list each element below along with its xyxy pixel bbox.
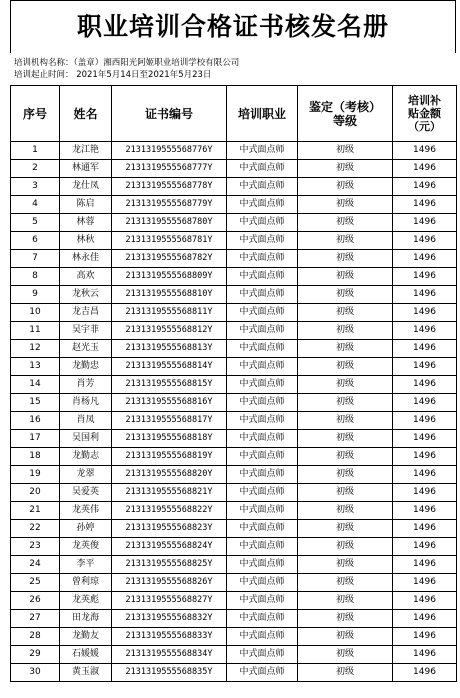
cell-cert: 2131319555568825Y xyxy=(112,556,227,574)
cell-seq: 14 xyxy=(11,376,60,394)
cell-subsidy: 1496 xyxy=(393,232,457,250)
cell-cert: 2131319555568813Y xyxy=(112,340,227,358)
cell-occupation: 中式面点师 xyxy=(227,484,298,502)
cell-subsidy: 1496 xyxy=(393,394,457,412)
header-level xyxy=(298,86,393,142)
cell-name: 林通军 xyxy=(60,160,112,178)
table-row xyxy=(11,664,457,682)
cell-cert: 2131319555568778Y xyxy=(112,178,227,196)
header-level-line1: 鉴定（考核） xyxy=(308,99,381,114)
cell-name: 林永佳 xyxy=(60,250,112,268)
cell-level: 初级 xyxy=(298,358,393,376)
cell-seq: 2 xyxy=(11,160,60,178)
cell-cert: 2131319555568809Y xyxy=(112,268,227,286)
cell-seq: 8 xyxy=(11,268,60,286)
cell-cert: 2131319555568780Y xyxy=(112,214,227,232)
cell-cert: 2131319555568810Y xyxy=(112,286,227,304)
cell-seq: 4 xyxy=(11,196,60,214)
cell-occupation: 中式面点师 xyxy=(227,394,298,412)
table-header-row xyxy=(11,86,457,142)
cell-name: 龙吉昌 xyxy=(60,304,112,322)
cell-level: 初级 xyxy=(298,628,393,646)
table-row xyxy=(11,556,457,574)
cell-cert: 2131319555568826Y xyxy=(112,574,227,592)
cell-seq: 23 xyxy=(11,538,60,556)
cell-occupation: 中式面点师 xyxy=(227,520,298,538)
cell-name: 赵光玉 xyxy=(60,340,112,358)
table-body xyxy=(11,142,457,682)
cell-seq: 10 xyxy=(11,304,60,322)
table-row xyxy=(11,412,457,430)
cell-level: 初级 xyxy=(298,556,393,574)
cell-seq: 25 xyxy=(11,574,60,592)
cell-level: 初级 xyxy=(298,394,393,412)
cell-level: 初级 xyxy=(298,160,393,178)
cell-occupation: 中式面点师 xyxy=(227,250,298,268)
cell-seq: 24 xyxy=(11,556,60,574)
cell-occupation: 中式面点师 xyxy=(227,196,298,214)
cell-seq: 30 xyxy=(11,664,60,682)
cell-seq: 17 xyxy=(11,430,60,448)
cell-level: 初级 xyxy=(298,610,393,628)
cell-seq: 6 xyxy=(11,232,60,250)
table-row xyxy=(11,538,457,556)
table-row xyxy=(11,196,457,214)
cell-seq: 16 xyxy=(11,412,60,430)
cell-subsidy: 1496 xyxy=(393,178,457,196)
header-subsidy-line1: 培训补 xyxy=(408,94,441,107)
table-row xyxy=(11,394,457,412)
cell-occupation: 中式面点师 xyxy=(227,574,298,592)
cell-level: 初级 xyxy=(298,412,393,430)
cell-level: 初级 xyxy=(298,268,393,286)
cell-seq: 26 xyxy=(11,592,60,610)
header-subsidy xyxy=(393,86,457,142)
cell-subsidy: 1496 xyxy=(393,538,457,556)
header-cert: 证书编号 xyxy=(112,86,227,142)
cell-seq: 13 xyxy=(11,358,60,376)
cell-occupation: 中式面点师 xyxy=(227,160,298,178)
cell-cert: 2131319555568781Y xyxy=(112,232,227,250)
cell-subsidy: 1496 xyxy=(393,250,457,268)
cell-subsidy: 1496 xyxy=(393,574,457,592)
cell-subsidy: 1496 xyxy=(393,466,457,484)
cell-seq: 1 xyxy=(11,142,60,160)
cell-level: 初级 xyxy=(298,250,393,268)
cell-subsidy: 1496 xyxy=(393,286,457,304)
cell-occupation: 中式面点师 xyxy=(227,466,298,484)
table-row xyxy=(11,250,457,268)
table-row xyxy=(11,466,457,484)
cell-level: 初级 xyxy=(298,592,393,610)
cell-cert: 2131319555568777Y xyxy=(112,160,227,178)
cell-occupation: 中式面点师 xyxy=(227,448,298,466)
cell-cert: 2131319555568824Y xyxy=(112,538,227,556)
cell-seq: 15 xyxy=(11,394,60,412)
cell-cert: 2131319555568833Y xyxy=(112,628,227,646)
cell-occupation: 中式面点师 xyxy=(227,610,298,628)
cell-subsidy: 1496 xyxy=(393,628,457,646)
table-row xyxy=(11,430,457,448)
table-row xyxy=(11,304,457,322)
cell-name: 石媛媛 xyxy=(60,646,112,664)
cell-subsidy: 1496 xyxy=(393,376,457,394)
cell-occupation: 中式面点师 xyxy=(227,376,298,394)
org-line: 培训机构名称：（盖章）湘西阳光阿姬职业培训学校有限公司 xyxy=(14,58,240,68)
cell-occupation: 中式面点师 xyxy=(227,646,298,664)
period-line: 培训起止时间： 2021年5月14日至2021年5月23日 xyxy=(14,70,212,80)
cell-subsidy: 1496 xyxy=(393,448,457,466)
cell-occupation: 中式面点师 xyxy=(227,268,298,286)
cell-level: 初级 xyxy=(298,232,393,250)
cell-occupation: 中式面点师 xyxy=(227,304,298,322)
table-row xyxy=(11,142,457,160)
table-row xyxy=(11,214,457,232)
document-page xyxy=(10,0,456,682)
cell-name: 龙勤友 xyxy=(60,628,112,646)
cell-name: 龙秋云 xyxy=(60,286,112,304)
cell-level: 初级 xyxy=(298,430,393,448)
cell-level: 初级 xyxy=(298,466,393,484)
cell-level: 初级 xyxy=(298,304,393,322)
cell-name: 龙勤志 xyxy=(60,448,112,466)
cell-name: 吴宇菲 xyxy=(60,322,112,340)
cell-subsidy: 1496 xyxy=(393,142,457,160)
cell-name: 林秋 xyxy=(60,232,112,250)
cell-name: 林蓉 xyxy=(60,214,112,232)
cell-level: 初级 xyxy=(298,484,393,502)
cell-cert: 2131319555568832Y xyxy=(112,610,227,628)
table-row xyxy=(11,358,457,376)
cell-occupation: 中式面点师 xyxy=(227,592,298,610)
cell-name: 龙勤忠 xyxy=(60,358,112,376)
cell-name: 曾利琼 xyxy=(60,574,112,592)
cell-seq: 27 xyxy=(11,610,60,628)
table-row xyxy=(11,502,457,520)
cell-subsidy: 1496 xyxy=(393,358,457,376)
cell-cert: 2131319555568782Y xyxy=(112,250,227,268)
cell-cert: 2131319555568815Y xyxy=(112,376,227,394)
cell-occupation: 中式面点师 xyxy=(227,232,298,250)
table-row xyxy=(11,376,457,394)
cell-cert: 2131319555568818Y xyxy=(112,430,227,448)
cell-cert: 2131319555568779Y xyxy=(112,196,227,214)
table-row xyxy=(11,340,457,358)
cell-occupation: 中式面点师 xyxy=(227,430,298,448)
cell-occupation: 中式面点师 xyxy=(227,322,298,340)
table-row xyxy=(11,520,457,538)
cell-name: 高欢 xyxy=(60,268,112,286)
header-occupation: 培训职业 xyxy=(227,86,298,142)
cell-name: 李平 xyxy=(60,556,112,574)
cell-seq: 22 xyxy=(11,520,60,538)
cell-subsidy: 1496 xyxy=(393,646,457,664)
cell-name: 龙英伟 xyxy=(60,502,112,520)
cell-subsidy: 1496 xyxy=(393,304,457,322)
document-title: 职业培训合格证书核发名册 xyxy=(10,0,456,53)
cell-name: 龙翠 xyxy=(60,466,112,484)
table-row xyxy=(11,574,457,592)
cell-occupation: 中式面点师 xyxy=(227,340,298,358)
cell-subsidy: 1496 xyxy=(393,520,457,538)
cell-occupation: 中式面点师 xyxy=(227,358,298,376)
cell-cert: 2131319555568814Y xyxy=(112,358,227,376)
cell-subsidy: 1496 xyxy=(393,484,457,502)
cell-level: 初级 xyxy=(298,214,393,232)
cell-seq: 9 xyxy=(11,286,60,304)
cell-occupation: 中式面点师 xyxy=(227,556,298,574)
cell-seq: 5 xyxy=(11,214,60,232)
cell-name: 吴国利 xyxy=(60,430,112,448)
header-subsidy-line2: 贴金额 xyxy=(408,107,441,120)
cell-name: 肖杨凡 xyxy=(60,394,112,412)
cell-name: 陈启 xyxy=(60,196,112,214)
cell-level: 初级 xyxy=(298,448,393,466)
cell-level: 初级 xyxy=(298,502,393,520)
cell-subsidy: 1496 xyxy=(393,340,457,358)
cell-subsidy: 1496 xyxy=(393,322,457,340)
cell-subsidy: 1496 xyxy=(393,592,457,610)
cell-seq: 11 xyxy=(11,322,60,340)
cell-seq: 18 xyxy=(11,448,60,466)
cell-seq: 29 xyxy=(11,646,60,664)
cell-name: 肖凤 xyxy=(60,412,112,430)
cell-level: 初级 xyxy=(298,646,393,664)
cell-level: 初级 xyxy=(298,664,393,682)
cell-occupation: 中式面点师 xyxy=(227,142,298,160)
cell-subsidy: 1496 xyxy=(393,610,457,628)
cell-occupation: 中式面点师 xyxy=(227,538,298,556)
cell-seq: 7 xyxy=(11,250,60,268)
cell-cert: 2131319555568776Y xyxy=(112,142,227,160)
table-row xyxy=(11,484,457,502)
cell-subsidy: 1496 xyxy=(393,196,457,214)
table-row xyxy=(11,268,457,286)
header-subsidy-line3: （元） xyxy=(408,120,441,133)
cell-seq: 19 xyxy=(11,466,60,484)
cell-cert: 2131319555568820Y xyxy=(112,466,227,484)
cell-name: 龙英彪 xyxy=(60,592,112,610)
table-row xyxy=(11,628,457,646)
cell-level: 初级 xyxy=(298,574,393,592)
cell-cert: 2131319555568811Y xyxy=(112,304,227,322)
cell-seq: 20 xyxy=(11,484,60,502)
cell-cert: 2131319555568823Y xyxy=(112,520,227,538)
table-row xyxy=(11,178,457,196)
cell-occupation: 中式面点师 xyxy=(227,412,298,430)
cell-cert: 2131319555568812Y xyxy=(112,322,227,340)
cell-occupation: 中式面点师 xyxy=(227,178,298,196)
table-row xyxy=(11,286,457,304)
cell-cert: 2131319555568816Y xyxy=(112,394,227,412)
cell-cert: 2131319555568834Y xyxy=(112,646,227,664)
cell-level: 初级 xyxy=(298,178,393,196)
cell-subsidy: 1496 xyxy=(393,430,457,448)
cell-seq: 21 xyxy=(11,502,60,520)
cell-name: 黄玉淑 xyxy=(60,664,112,682)
cell-subsidy: 1496 xyxy=(393,412,457,430)
table-row xyxy=(11,592,457,610)
cell-subsidy: 1496 xyxy=(393,268,457,286)
cell-subsidy: 1496 xyxy=(393,160,457,178)
cell-level: 初级 xyxy=(298,322,393,340)
cell-subsidy: 1496 xyxy=(393,214,457,232)
cell-name: 肖芳 xyxy=(60,376,112,394)
table-row xyxy=(11,232,457,250)
cell-occupation: 中式面点师 xyxy=(227,664,298,682)
cell-cert: 2131319555568835Y xyxy=(112,664,227,682)
cell-name: 龙英俊 xyxy=(60,538,112,556)
cell-name: 龙江艳 xyxy=(60,142,112,160)
table-row xyxy=(11,646,457,664)
certificate-table xyxy=(10,85,457,682)
cell-level: 初级 xyxy=(298,196,393,214)
header-seq: 序号 xyxy=(11,86,60,142)
cell-name: 吴爱英 xyxy=(60,484,112,502)
table-row xyxy=(11,160,457,178)
table-row xyxy=(11,610,457,628)
cell-seq: 28 xyxy=(11,628,60,646)
cell-name: 孙婷 xyxy=(60,520,112,538)
cell-level: 初级 xyxy=(298,538,393,556)
cell-name: 龙仕凤 xyxy=(60,178,112,196)
cell-subsidy: 1496 xyxy=(393,502,457,520)
cell-level: 初级 xyxy=(298,376,393,394)
cell-cert: 2131319555568821Y xyxy=(112,484,227,502)
cell-cert: 2131319555568822Y xyxy=(112,502,227,520)
cell-level: 初级 xyxy=(298,142,393,160)
header-name: 姓名 xyxy=(60,86,112,142)
table-row xyxy=(11,448,457,466)
cell-cert: 2131319555568817Y xyxy=(112,412,227,430)
cell-subsidy: 1496 xyxy=(393,556,457,574)
header-level-line2: 等级 xyxy=(332,113,357,128)
cell-occupation: 中式面点师 xyxy=(227,628,298,646)
cell-name: 田龙海 xyxy=(60,610,112,628)
cell-subsidy: 1496 xyxy=(393,664,457,682)
cell-occupation: 中式面点师 xyxy=(227,214,298,232)
cell-occupation: 中式面点师 xyxy=(227,286,298,304)
table-row xyxy=(11,322,457,340)
cell-seq: 12 xyxy=(11,340,60,358)
cell-level: 初级 xyxy=(298,340,393,358)
cell-cert: 2131319555568827Y xyxy=(112,592,227,610)
cell-cert: 2131319555568819Y xyxy=(112,448,227,466)
cell-seq: 3 xyxy=(11,178,60,196)
cell-occupation: 中式面点师 xyxy=(227,502,298,520)
cell-level: 初级 xyxy=(298,520,393,538)
cell-level: 初级 xyxy=(298,286,393,304)
